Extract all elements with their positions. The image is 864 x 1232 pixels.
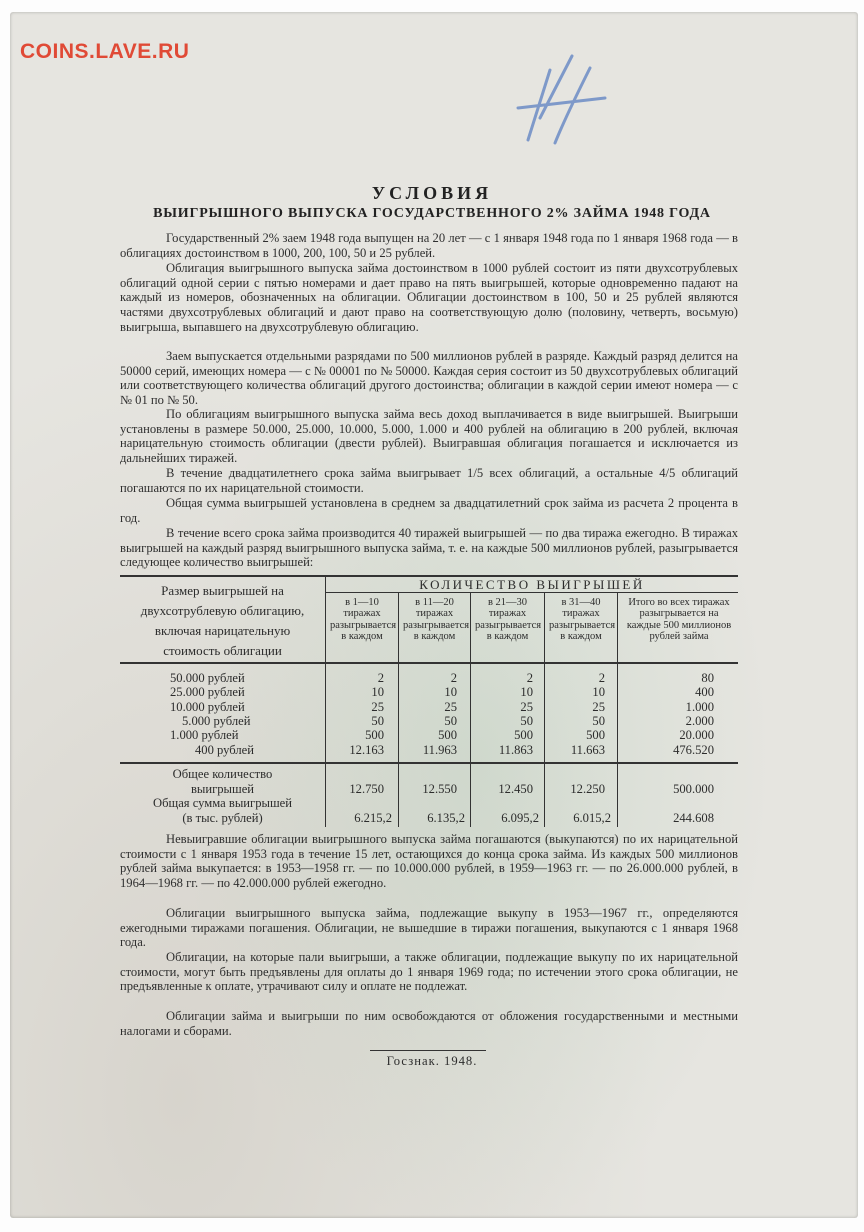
table-cell: 10: [592, 685, 605, 700]
table-left-header: [120, 581, 325, 661]
paragraph-tax-exemption: Облигации займа и выигрыши по ним освобождаются от обложения государственными и местными налогами и сборами.: [120, 1009, 738, 1038]
total-sum-cell: 244.608: [673, 811, 714, 825]
table-cell: 2: [450, 671, 457, 685]
column-header: в 21—30 тиражах разыгрывается в каждом: [475, 597, 542, 642]
table-cell: 10: [371, 685, 384, 700]
paragraph-term: Государственный 2% заем 1948 года выпущен на 20 лет — с 1 января 1948 года по 1 января 1968 года — в облигациях достоинством в 1000, 200, 100, 50 и 25 рублей.: [120, 231, 738, 260]
table-header-rule: [120, 662, 738, 664]
left-header-line: включая нарицательную: [154, 623, 291, 638]
column-header: в 11—20 тиражах разыгрывается в каждом: [403, 597, 470, 642]
table-cell: 10: [444, 685, 457, 700]
table-cell: 400: [695, 685, 714, 700]
left-header-line: стоимость облигации: [163, 643, 282, 658]
table-body-rule: [120, 762, 738, 764]
row-label: 5.000 рублей: [182, 713, 251, 728]
paragraph-share: В течение двадцатилетнего срока займа выигрывает 1/5 всех облигаций, а остальные 4/5 облигаций погашаются по их нарицательной стоимости.: [120, 466, 738, 495]
table-cell: 2: [377, 671, 384, 685]
row-label: 50.000 рублей: [170, 671, 245, 685]
table-cell: 50: [520, 713, 533, 728]
total-count-cell: 12.550: [422, 782, 457, 796]
table-cell: 80: [701, 671, 714, 685]
table-cell: 10: [520, 685, 533, 700]
total-sum-cell: 6.095,2: [501, 811, 539, 825]
table-cell: 11.863: [498, 742, 533, 757]
table-cell: 2: [598, 671, 605, 685]
total-sum-cell: 6.215,2: [354, 811, 392, 825]
left-header-line: двухсотрублевую облигацию,: [140, 603, 305, 618]
total-count-cell: 12.450: [498, 782, 533, 796]
total-count-cell: 12.750: [349, 782, 384, 796]
footer-rule: [370, 1050, 486, 1051]
table-cell: 25: [520, 699, 533, 714]
total-sum-label: [120, 796, 325, 825]
total-sum-label-line: Общая сумма выигрышей: [153, 796, 292, 810]
total-count-label-line: Общее количество: [172, 767, 273, 781]
total-count-label: [120, 767, 325, 796]
total-count-cell: 12.250: [570, 782, 605, 796]
paragraph-redemption-draws: Облигации выигрышного выпуска займа, подлежащие выкупу в 1953—1967 гг., определяются ежегодными тиражами погашения. Облигации, не вышедшие в тиражи погашения, выкупаются с 1 января 1968 года.: [120, 906, 738, 950]
row-label: 400 рублей: [195, 742, 255, 757]
paragraph-draws: В течение всего срока займа производится 40 тиражей выигрышей — по два тиража ежегодно. В тиражах выигрышей на каждый разряд выигрышного выпуска займа, т. е. на каждые 500 миллионов рублей, разыгрывается следующее количество выигрышей:: [120, 526, 738, 570]
total-sum-cell: 6.015,2: [573, 811, 611, 825]
total-count-label-line: выигрышей: [190, 781, 255, 796]
table-cell: 20.000: [679, 728, 714, 743]
table-cell: 2: [526, 671, 533, 685]
total-count-cell: 500.000: [673, 782, 714, 796]
table-cell: 500: [365, 728, 384, 743]
table-cell: 25: [592, 699, 605, 714]
table-group-header: КОЛИЧЕСТВО ВЫИГРЫШЕЙ: [419, 577, 645, 592]
paragraph-total-sum: Общая сумма выигрышей установлена в среднем за двадцатилетний срок займа из расчета 2 процента в год.: [120, 496, 738, 525]
table-cell: 12.163: [349, 742, 384, 757]
paragraph-series: Заем выпускается отдельными разрядами по 500 миллионов рублей в разряде. Каждый разряд делится на 50000 серий, имеющих номера — с № 00001 по № 50000. Каждая серия состоит из 50 двухсотрублевых облигаций или соответствующего количества облигаций другого достоинства; облигации в каждой серии имеют номера — с № 01 по № 50.: [120, 349, 738, 408]
row-label: 10.000 рублей: [170, 699, 245, 714]
table-cell: 1.000: [685, 699, 714, 714]
printer-imprint: Госзнак. 1948.: [386, 1054, 478, 1068]
table-cell: 50: [444, 713, 457, 728]
paragraph-payment-deadline: Облигации, на которые пали выигрыши, а также облигации, подлежащие выкупу по их нарицательной стоимости, могут быть предъявлены для оплаты до 1 января 1969 года; по истечении этого срока облигации, не предъявленные к оплате, утрачивают силу и оплате не подлежат.: [120, 950, 738, 994]
table-cell: 11.963: [422, 742, 457, 757]
table-cell: 476.520: [673, 742, 714, 757]
column-header: Итого во всех тиражах разыгрывается на каждые 500 миллионов рублей займа: [626, 597, 732, 642]
total-sum-label-line: (в тыс. рублей): [182, 810, 263, 825]
row-label: 1.000 рублей: [170, 728, 239, 743]
table-cell: 50: [592, 713, 605, 728]
document-title: УСЛОВИЯ: [371, 183, 493, 203]
table-cell: 500: [514, 728, 533, 743]
column-header: в 31—40 тиражах разыгрывается в каждом: [549, 597, 616, 642]
paragraph-winnings: По облигациям выигрышного выпуска займа весь доход выплачивается в виде выигрышей. Выигрыши установлены в размере 50.000, 25.000, 10.000, 5.000, 1.000 и 400 рублей на облигацию в 200 рублей, включая нарицательную стоимость облигации (двести рублей). Выигравшая облигация погашается и исключается из дальнейших тиражей.: [120, 407, 738, 466]
handwritten-pen-mark: [510, 48, 610, 158]
table-cell: 25: [444, 699, 457, 714]
table-cell: 25: [371, 699, 384, 714]
column-header: в 1—10 тиражах разыгрывается в каждом: [330, 597, 397, 642]
table-cell: 500: [438, 728, 457, 743]
winnings-table: [120, 575, 738, 827]
paragraph-redemption: Невыигравшие облигации выигрышного выпуска займа погашаются (выкупаются) по их нарицательной стоимости с 1 января 1953 года в течение 15 лет, остающихся до конца срока займа. Из каждых 500 миллионов рублей займа выкупается: в 1953—1958 гг. — по 10.000.000 рублей, в 1959—1963 гг. — по 26.000.000 рублей, в 1964—1968 гг. — по 42.000.000 рублей ежегодно.: [120, 832, 738, 891]
total-sum-cell: 6.135,2: [427, 811, 465, 825]
table-cell: 2.000: [685, 713, 714, 728]
table-cell: 50: [371, 713, 384, 728]
site-watermark: COINS.LAVE.RU: [20, 40, 190, 63]
table-cell: 11.663: [570, 742, 605, 757]
left-header-line: Размер выигрышей на: [161, 583, 284, 598]
row-label: 25.000 рублей: [170, 685, 245, 700]
paragraph-denominations: Облигация выигрышного выпуска займа достоинством в 1000 рублей состоит из пяти двухсотрублевых облигаций одной серии с пятью номерами и дает право на пять выигрышей, которые одновременно падают на каждый из номеров, обозначенных на облигации. Облигации достоинством в 100, 50 и 25 рублей являются частями двухсотрублевых облигаций и дают право на соответствующую долю (половину, четверть, восьмую) выигрыша, выпавшего на двухсотрублевую облигацию.: [120, 261, 738, 334]
table-cell: 500: [586, 728, 605, 743]
document-subtitle: ВЫИГРЫШНОГО ВЫПУСКА ГОСУДАРСТВЕННОГО 2% ЗАЙМА 1948 ГОДА: [153, 206, 711, 221]
